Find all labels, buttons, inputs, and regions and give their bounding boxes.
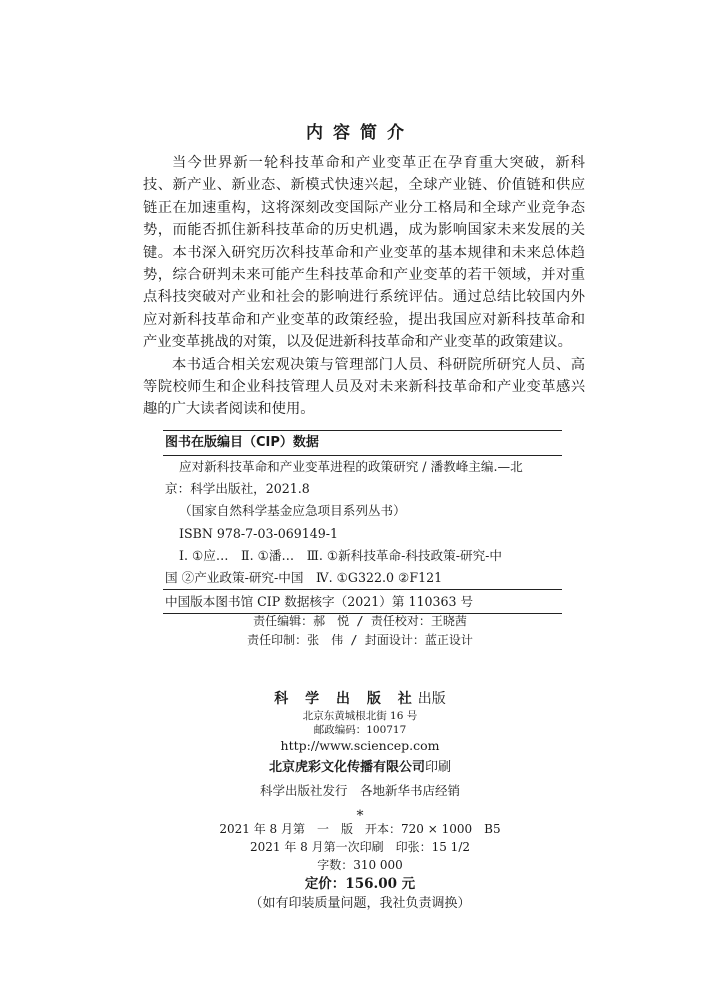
publisher-url: http://www.sciencep.com [280,738,440,753]
cip-line: ISBN 978-7-03-069149-1 [179,525,339,541]
word-count: 字数：310 000 [317,858,403,872]
cip-top-rule [163,430,562,431]
printer-line [0,758,720,778]
cip-line: Ⅰ. ①应… Ⅱ. ①潘… Ⅲ. ①新科技革命-科技政策-研究-中 [179,547,503,563]
publisher-suffix: 出版 [417,691,446,707]
intro-body [143,152,585,421]
credits-line: 责任印制：张 伟 / 封面设计：蓝正设计 [247,633,473,647]
cip-heading: 图书在版编目（CIP）数据 [165,435,319,450]
edition-line: 2021 年 8 月第 一 版 开本：720 × 1000 B5 [219,822,501,836]
credits-line: 责任编辑：郝 悦 / 责任校对：王晓茜 [253,614,467,628]
intro-paragraph: 当今世界新一轮科技革命和产业变革正在孕育重大突破，新科技、新产业、新业态、新模式快速兴起，全球产业链、价值链和供应链正在加速重构，这将深刻改变国际产业分工格局和全球产业竞争态势，而能否抓住新科技革命的历史机遇，成为影响国家未来发展的关键。本书深入研究历次科技革命和产业变革的基本规律和未来总体趋势，综合研判未来可能产生科技革命和产业变革的若干领域，并对重点科技突破对产业和社会的影响进行系统评估。通过总结比较国内外应对新科技革命和产业变革的政策经验，提出我国应对新科技革命和产业变革挑战的对策，以及促进新科技革命和产业变革的政策建议。 [143,155,585,351]
publisher-name: 科 学 出 版 社 [274,691,418,707]
quality-notice: （如有印装质量问题，我社负责调换） [249,896,471,911]
publisher-address: 北京东黄城根北街 16 号 [302,710,418,722]
intro-title: 内容简介 [306,123,414,143]
cip-data-block [163,430,562,614]
cip-cn-number: 中国版本图书馆 CIP 数据核字（2021）第 110363 号 [165,594,474,610]
intro-paragraph: 本书适合相关宏观决策与管理部门人员、科研院所研究人员、高等院校师生和企业科技管理人员及对未来新科技革命和产业变革感兴趣的广大读者阅读和使用。 [143,356,585,418]
price: 定价：156.00 元 [304,876,416,892]
cip-line: （国家自然科学基金应急项目系列丛书） [179,503,406,519]
printer-suffix: 印刷 [425,760,452,775]
cip-line: 国 ②产业政策-研究-中国 Ⅳ. ①G322.0 ②F121 [165,570,443,586]
distribution-line: 科学出版社发行 各地新华书店经销 [259,783,460,798]
printing-line: 2021 年 8 月第一次印刷 印张：15 1/2 [249,840,470,854]
cip-mid-rule [163,589,562,590]
specs-block [0,820,720,914]
printer-name: 北京虎彩文化传播有限公司 [268,760,425,775]
publisher-postcode: 邮政编码：100717 [313,724,407,736]
cip-line: 京：科学出版社，2021.8 [165,481,310,497]
cip-line: 应对新科技革命和产业变革进程的政策研究 / 潘教峰主编.—北 [179,459,523,474]
publisher-block [0,690,720,824]
publisher-line [0,690,720,709]
credits-block [0,612,720,650]
separator-asterisk: * [356,808,364,824]
